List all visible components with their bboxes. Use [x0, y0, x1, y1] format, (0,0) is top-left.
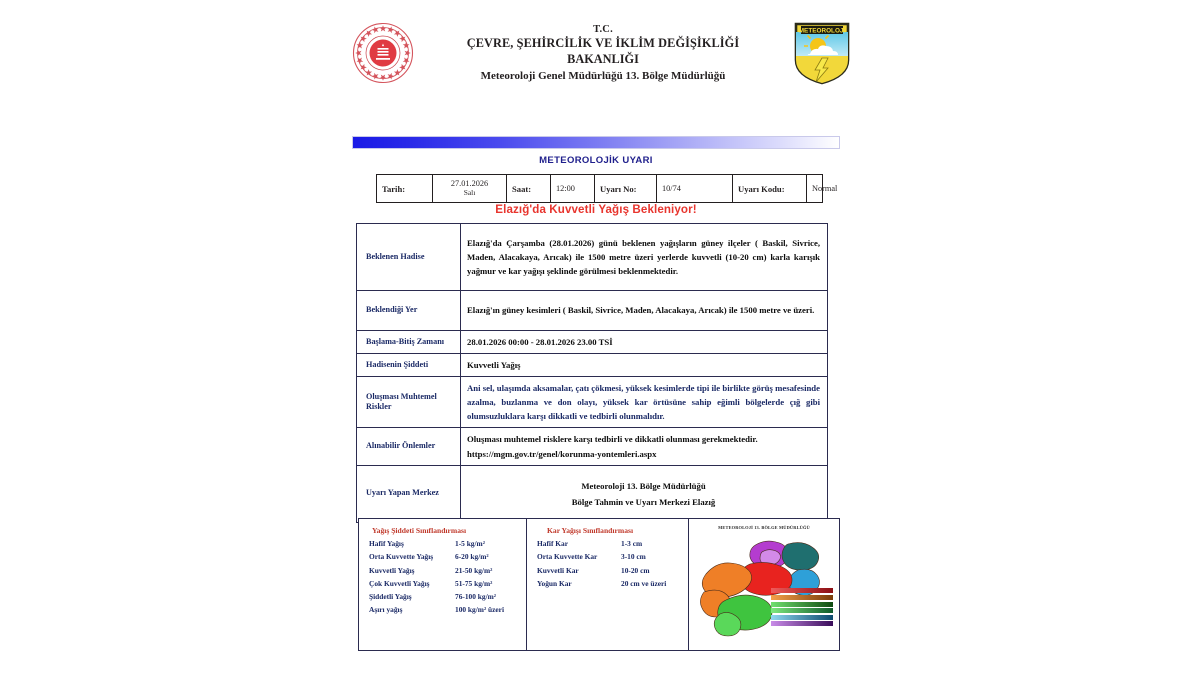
snow-name-3: Yoğun Kar [537, 578, 572, 588]
list-item [537, 580, 682, 589]
row-value-hadise-siddeti: Kuvvetli Yağış [461, 354, 828, 377]
row-value-uyari-yapan-merkez [461, 465, 828, 522]
list-item [537, 540, 682, 549]
colorbar-2 [771, 602, 833, 607]
table-row [377, 175, 823, 203]
time-label: Saat: [507, 175, 551, 203]
region-map-panel [689, 519, 839, 650]
precip-name-0: Hafif Yağış [369, 539, 404, 548]
list-item [369, 540, 520, 549]
colorbar-0 [771, 588, 833, 593]
table-row [357, 354, 828, 377]
snow-name-0: Hafif Kar [537, 539, 568, 548]
date-value [433, 175, 507, 203]
meteoroloji-shield-logo-icon [792, 20, 852, 86]
map-container [692, 530, 836, 642]
table-row [357, 428, 828, 465]
precip-value-2: 21-50 kg/m² [455, 565, 493, 575]
table-row [357, 331, 828, 354]
merkez-line-1: Meteoroloji 13. Bölge Müdürlüğü [581, 480, 706, 491]
warning-no-value: 10/74 [657, 175, 733, 203]
list-item [369, 593, 520, 602]
warning-info-strip [376, 174, 838, 203]
warning-detail-table [356, 223, 828, 523]
gradient-divider-bar [352, 136, 840, 149]
korunma-yontemleri-link[interactable]: https://mgm.gov.tr/genel/korunma-yontemleri.aspx [467, 448, 657, 459]
snow-value-3: 20 cm ve üzeri [621, 578, 667, 588]
precip-value-5: 100 kg/m² üzeri [455, 605, 505, 615]
row-label-beklendigi-yer: Beklendiği Yer [357, 291, 461, 331]
snow-legend-title: Kar Yağışı Sınıflandırması [547, 526, 634, 535]
colorbar-3 [771, 608, 833, 613]
list-item [369, 553, 520, 562]
header-line-ministry: ÇEVRE, ŞEHİRCİLİK VE İKLİM DEĞİŞİKLİĞİ [466, 36, 740, 51]
snow-value-1: 3-10 cm [621, 552, 646, 562]
colorbar-4 [771, 615, 833, 620]
table-row [357, 291, 828, 331]
precip-value-0: 1-5 kg/m² [455, 539, 485, 548]
row-label-hadise-siddeti: Hadisenin Şiddeti [357, 354, 461, 377]
snow-legend-panel [527, 519, 689, 650]
header-line-bakanlik: BAKANLIĞI [567, 52, 639, 67]
page-title: METEOROLOJİK UYARI [539, 155, 653, 166]
precipitation-legend-title: Yağış Şiddeti Sınıflandırması [372, 526, 467, 535]
precip-name-4: Şiddetli Yağış [369, 592, 412, 602]
precip-name-2: Kuvvetli Yağış [369, 565, 415, 575]
warning-no-label: Uyarı No: [595, 175, 657, 203]
precip-name-3: Çok Kuvvetli Yağış [369, 578, 430, 588]
document-header [352, 14, 852, 92]
snow-value-2: 10-20 cm [621, 565, 650, 575]
date-day-text: Salı [463, 188, 476, 197]
table-row [357, 465, 828, 522]
header-title-block [414, 23, 792, 83]
row-label-uyari-yapan-merkez: Uyarı Yapan Merkez [357, 465, 461, 522]
list-item [369, 606, 520, 615]
warning-headline: Elazığ'da Kuvvetli Yağış Bekleniyor! [495, 203, 697, 216]
legend-panels [358, 518, 840, 651]
row-label-alinabilir-onlemler: Alınabilir Önlemler [357, 428, 461, 465]
map-title: METEOROLOJİ 13. BÖLGE MÜDÜRLÜĞÜ [718, 525, 810, 530]
list-item [537, 567, 682, 576]
date-label: Tarih: [377, 175, 433, 203]
row-label-muhtemel-riskler: Oluşması Muhtemel Riskler [357, 377, 461, 428]
date-value-text: 27.01.2026 [450, 179, 489, 189]
snow-name-1: Orta Kuvvette Kar [537, 552, 598, 562]
row-value-alinabilir-onlemler [461, 428, 828, 465]
row-value-beklenen-hadise: Elazığ'da Çarşamba (28.01.2026) günü beklenen yağışların güney ilçeler ( Baskil, Sivrice, Maden, Alacakaya, Arıcak) ile 1500 metre üzeri yerlerde kuvvetli (10-20 cm) karla karışık yağmur ve kar yağışı şeklinde görülmesi beklenmektedir. [461, 224, 828, 291]
list-item [537, 553, 682, 562]
list-item [369, 567, 520, 576]
row-value-beklendigi-yer: Elazığ'ın güney kesimleri ( Baskil, Sivrice, Maden, Alacakaya, Arıcak) ile 1500 metre ve üzeri. [461, 291, 828, 331]
row-value-muhtemel-riskler: Ani sel, ulaşımda aksamalar, çatı çökmesi, yüksek kesimlerde tipi ile birlikte görüş mesafesinde azalma, buzlanma ve don olayı, yüksek kar örtüsüne sahip eğimli bölgelerde çığ gibi olumsuzluklara karşı dikkatli ve tedbirli olunmalıdır. [461, 377, 828, 428]
warning-code-value: Normal [807, 175, 823, 203]
precip-name-5: Aşırı yağış [369, 605, 403, 615]
colorbar-1 [771, 595, 833, 600]
header-line-tc: T.C. [593, 24, 613, 35]
row-value-baslama-bitis: 28.01.2026 00:00 - 28.01.2026 23.00 TSİ [461, 331, 828, 354]
table-row [357, 377, 828, 428]
list-item [369, 580, 520, 589]
merkez-line-2: Bölge Tahmin ve Uyarı Merkezi Elazığ [571, 496, 716, 507]
row-label-baslama-bitis: Başlama-Bitiş Zamanı [357, 331, 461, 354]
table-row [357, 224, 828, 291]
precipitation-legend-panel [359, 519, 527, 650]
warning-code-label: Uyarı Kodu: [733, 175, 807, 203]
header-line-directorate: Meteoroloji Genel Müdürlüğü 13. Bölge Müdürlüğü [480, 69, 726, 82]
snow-name-2: Kuvvetli Kar [537, 565, 579, 575]
onlemler-text: Oluşması muhtemel risklere karşı tedbirli ve dikkatli olunması gerekmektedir. [467, 434, 758, 445]
snow-value-0: 1-3 cm [621, 539, 643, 548]
time-value: 12:00 [551, 175, 595, 203]
precip-name-1: Orta Kuvvette Yağış [369, 552, 434, 562]
map-colorbar-legend [771, 588, 833, 628]
precip-value-1: 6-20 kg/m² [455, 552, 489, 562]
shield-label: METEOROLOJİ [798, 27, 846, 35]
precip-value-4: 76-100 kg/m² [455, 592, 497, 602]
colorbar-5 [771, 621, 833, 626]
precip-value-3: 51-75 kg/m² [455, 578, 493, 588]
row-label-beklenen-hadise: Beklenen Hadise [357, 224, 461, 291]
turkish-ministry-seal-icon [352, 22, 414, 84]
